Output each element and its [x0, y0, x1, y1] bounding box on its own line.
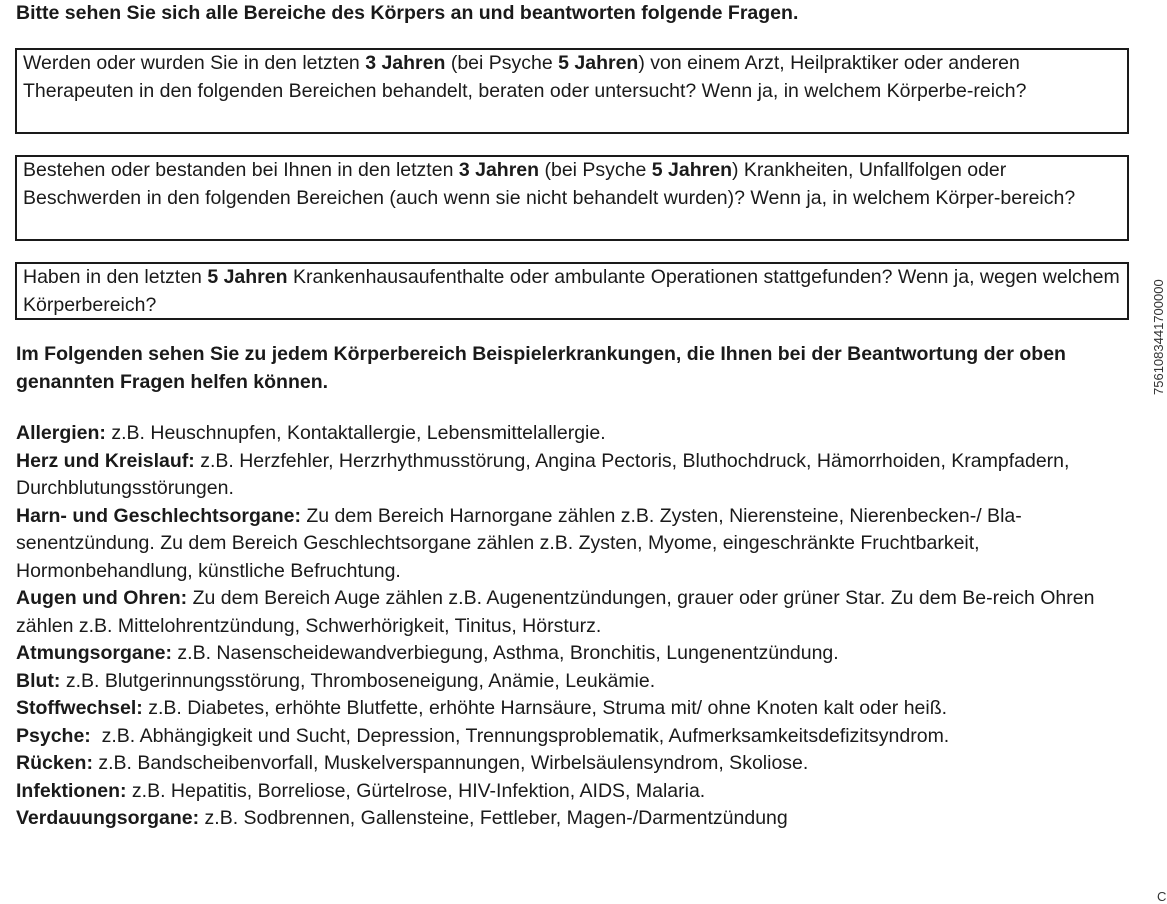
question-text: Bestehen oder bestanden bei Ihnen in den letzten	[23, 159, 459, 181]
body-area-examples: z.B. Nasenscheidewandverbiegung, Asthma, Bronchitis, Lungenentzündung.	[172, 642, 839, 664]
examples-heading: Im Folgenden sehen Sie zu jedem Körperbereich Beispielerkrankungen, die Ihnen bei der Beantwortung der oben genannten Fragen helfen können.	[16, 343, 1066, 393]
body-area-respiratory	[16, 640, 1138, 668]
body-area-examples: z.B. Heuschnupfen, Kontaktallergie, Lebensmittelallergie.	[105, 422, 606, 444]
question-text: Haben in den letzten	[23, 266, 208, 288]
question-text: (bei Psyche	[445, 52, 559, 74]
question-box-2	[15, 155, 1129, 241]
body-area-examples: z.B. Sodbrennen, Gallensteine, Fettleber, Magen-/Darmentzündung	[199, 807, 788, 829]
body-area-heart-circulation	[16, 448, 1138, 503]
body-area-examples: Zu dem Bereich Harnorgane zählen z.B. Zysten, Nierensteine, Nierenbecken-/ Bla-senentzündung. Zu dem Bereich Geschlechtsorgane zählen z.B. Zysten, Myome, eingeschränkte Fruchtbarkeit, Hormonbehandlung, künstliche Befruchtung.	[16, 504, 1022, 582]
question-text: (bei Psyche	[539, 159, 652, 181]
body-area-term: Allergien:	[16, 422, 106, 444]
body-area-term: Rücken:	[16, 752, 93, 774]
body-area-blood	[16, 668, 1138, 696]
side-code-text: 7561083441700000	[1151, 279, 1166, 395]
body-area-term: Stoffwechsel:	[16, 697, 143, 719]
emphasis-years: 3 Jahren	[458, 159, 540, 181]
body-area-term: Herz und Kreislauf:	[16, 449, 195, 472]
side-document-code	[1150, 195, 1167, 400]
body-area-term: Atmungsorgane:	[16, 642, 172, 664]
body-area-eyes-ears	[16, 585, 1138, 640]
body-area-allergies	[16, 420, 1138, 448]
question-box-1	[15, 48, 1129, 134]
body-area-metabolism	[16, 695, 1138, 723]
body-area-examples: z.B. Bandscheibenvorfall, Muskelverspannungen, Wirbelsäulensyndrom, Skoliose.	[92, 752, 809, 774]
question-text: ) von einem Arzt, Heilpraktiker oder anderen Therapeuten in den folgenden Bereichen behandelt, beraten oder untersucht? Wenn ja, in welchem Körperbe-reich?	[23, 52, 1027, 102]
body-area-term: Augen und Ohren:	[16, 587, 188, 609]
body-area-term: Psyche:	[16, 724, 91, 747]
body-area-examples: z.B. Hepatitis, Borreliose, Gürtelrose, HIV-Infektion, AIDS, Malaria.	[126, 779, 706, 802]
question-text: Krankenhausaufenthalte oder ambulante Operationen stattgefunden? Wenn ja, wegen welchem Körperbereich?	[23, 266, 1120, 316]
question-box-3	[15, 262, 1129, 320]
emphasis-years: 5 Jahren	[207, 266, 288, 288]
body-area-term: Verdauungsorgane:	[16, 807, 200, 829]
question-text: ) Krankheiten, Unfallfolgen oder Beschwerden in den folgenden Bereichen (auch wenn sie nicht behandelt wurden)? Wenn ja, in welchem Körper-bereich?	[23, 159, 1076, 209]
corner-mark: C	[1157, 890, 1167, 904]
body-area-urinary-genital	[16, 503, 1138, 586]
body-area-examples: z.B. Blutgerinnungsstörung, Thromboseneigung, Anämie, Leukämie.	[60, 669, 656, 692]
body-area-examples: z.B. Diabetes, erhöhte Blutfette, erhöhte Harnsäure, Struma mit/ ohne Knoten kalt oder heiß.	[142, 697, 948, 719]
intro-heading: Bitte sehen Sie sich alle Bereiche des Körpers an und beantworten folgende Fragen.	[16, 2, 799, 24]
body-area-infections	[16, 778, 1138, 806]
body-area-term: Harn- und Geschlechtsorgane:	[16, 504, 301, 527]
question-text: Werden oder wurden Sie in den letzten	[23, 52, 366, 74]
body-area-term: Infektionen:	[16, 779, 127, 802]
body-area-examples: z.B. Herzfehler, Herzrhythmusstörung, Angina Pectoris, Bluthochdruck, Hämorrhoiden, Krampfadern, Durchblutungsstörungen.	[16, 449, 1070, 499]
body-area-examples: z.B. Abhängigkeit und Sucht, Depression, Trennungsproblematik, Aufmerksamkeitsdefizitsyndrom.	[90, 724, 950, 747]
emphasis-years: 3 Jahren	[365, 52, 446, 74]
emphasis-years: 5 Jahren	[558, 52, 639, 74]
body-area-examples: Zu dem Bereich Auge zählen z.B. Augenentzündungen, grauer oder grüner Star. Zu dem Be-reich Ohren zählen z.B. Mittelohrentzündung, Schwerhörigkeit, Tinitus, Hörsturz.	[16, 587, 1095, 637]
body-area-term: Blut:	[16, 669, 61, 692]
body-area-digestive	[16, 805, 1138, 833]
body-area-psyche	[16, 723, 1138, 751]
body-area-list	[16, 420, 1138, 833]
emphasis-years: 5 Jahren	[651, 159, 732, 181]
body-area-back	[16, 750, 1138, 778]
